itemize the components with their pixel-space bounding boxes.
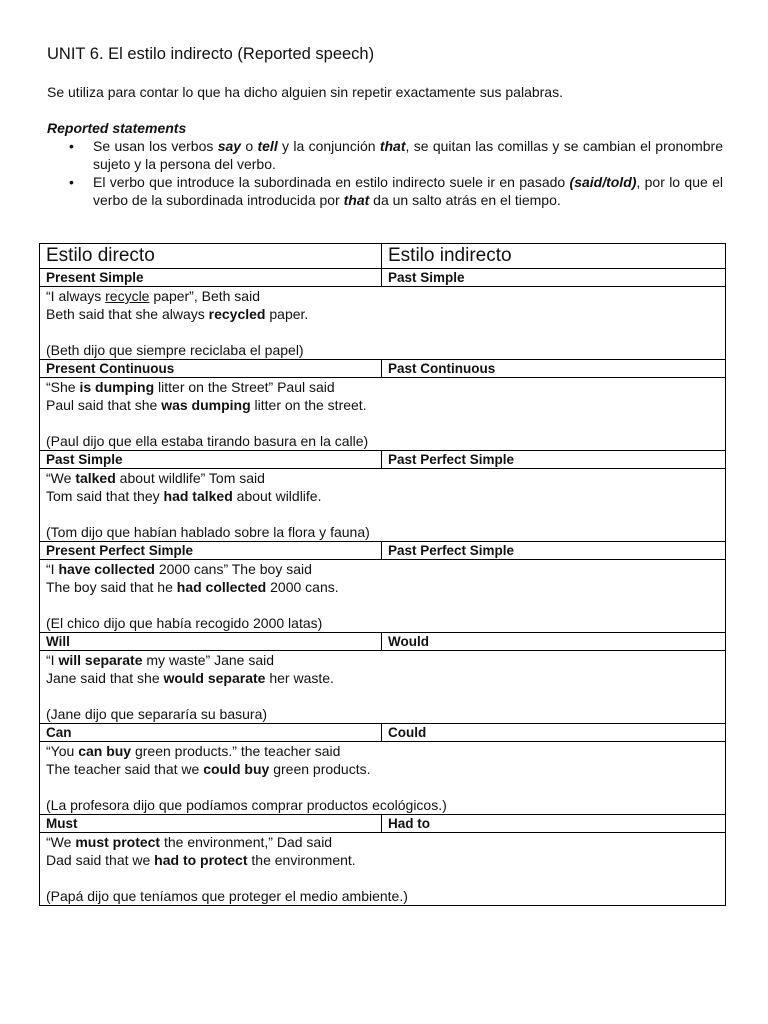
tense-row xyxy=(40,815,726,833)
spanish-translation: (Jane dijo que separaría su basura) xyxy=(46,706,268,722)
reported-text: 2000 cans. xyxy=(266,579,339,595)
quote-text: about wildlife” Tom said xyxy=(115,470,265,486)
quote-text: “She xyxy=(46,379,80,395)
rule-keyword: tell xyxy=(257,138,278,154)
direct-tense: Must xyxy=(40,815,382,833)
tense-row xyxy=(40,269,726,287)
spacer xyxy=(46,869,725,887)
spanish-translation: (Papá dijo que teníamos que proteger el medio ambiente.) xyxy=(46,888,408,904)
indirect-tense: Could xyxy=(382,724,726,742)
quote-text: “You xyxy=(46,743,79,759)
reported-sentence xyxy=(46,487,725,505)
indirect-tense: Past Perfect Simple xyxy=(382,451,726,469)
reported-statements-heading: Reported statements xyxy=(47,120,187,136)
rule-text: o xyxy=(241,138,258,154)
reported-text: about wildlife. xyxy=(232,488,322,504)
example-cell xyxy=(40,560,726,633)
rule-text: da un salto atrás en el tiempo. xyxy=(369,192,561,208)
quote-text: my waste” Jane said xyxy=(142,652,274,668)
example-row xyxy=(40,833,726,906)
direct-tense: Present Continuous xyxy=(40,360,382,378)
direct-tense: Present Simple xyxy=(40,269,382,287)
rule-text: , por lo que el verbo de la subordinada introducida por xyxy=(93,174,723,208)
rules-list xyxy=(47,137,723,209)
direct-quote xyxy=(46,742,725,760)
direct-quote xyxy=(46,651,725,669)
reported-sentence xyxy=(46,669,725,687)
quote-text: litter on the Street” Paul said xyxy=(154,379,335,395)
reported-text: Dad said that we xyxy=(46,852,155,868)
direct-tense: Can xyxy=(40,724,382,742)
example-cell xyxy=(40,287,726,360)
quote-verb: will separate xyxy=(58,652,143,668)
rule-text: El verbo que introduce la subordinada en estilo indirecto suele ir en pasado xyxy=(93,174,570,190)
reported-text: Jane said that she xyxy=(46,670,164,686)
indirect-tense: Had to xyxy=(382,815,726,833)
spacer xyxy=(46,505,725,523)
rule-keyword: (said/told) xyxy=(569,174,637,190)
reported-text: the environment. xyxy=(247,852,356,868)
example-cell xyxy=(40,378,726,451)
spanish-translation: (El chico dijo que había recogido 2000 latas) xyxy=(46,615,323,631)
example-cell xyxy=(40,651,726,724)
indirect-tense: Past Simple xyxy=(382,269,726,287)
direct-tense: Past Simple xyxy=(40,451,382,469)
tense-row xyxy=(40,633,726,651)
rule-keyword: that xyxy=(379,138,406,154)
example-row xyxy=(40,469,726,542)
quote-underlined: recycle xyxy=(105,288,150,304)
reported-verb: had to protect xyxy=(154,852,248,868)
rule-keyword: that xyxy=(343,192,370,208)
example-row xyxy=(40,287,726,360)
quote-verb: is dumping xyxy=(79,379,155,395)
spanish-translation: (La profesora dijo que podíamos comprar productos ecológicos.) xyxy=(46,797,447,813)
quote-text: 2000 cans” The boy said xyxy=(154,561,312,577)
quote-verb: talked xyxy=(75,470,116,486)
spacer xyxy=(46,323,725,341)
indirect-tense: Would xyxy=(382,633,726,651)
direct-quote xyxy=(46,560,725,578)
example-cell xyxy=(40,742,726,815)
example-cell xyxy=(40,833,726,906)
bullet-icon: • xyxy=(69,138,74,154)
rule-text: , se quitan las comillas y se cambian el pronombre sujeto y la persona del verbo. xyxy=(93,138,723,172)
reported-text: The teacher said that we xyxy=(46,761,204,777)
quote-text: “I xyxy=(46,561,59,577)
reported-verb: would separate xyxy=(163,670,266,686)
spanish-translation: (Tom dijo que habían hablado sobre la flora y fauna) xyxy=(46,524,370,540)
quote-text: “We xyxy=(46,470,76,486)
rule-keyword: say xyxy=(217,138,242,154)
direct-tense: Will xyxy=(40,633,382,651)
quote-verb: have collected xyxy=(58,561,155,577)
reported-speech-table xyxy=(39,243,726,906)
indirect-tense: Past Perfect Simple xyxy=(382,542,726,560)
spanish-translation: (Paul dijo que ella estaba tirando basura en la calle) xyxy=(46,433,369,449)
reported-verb: could buy xyxy=(203,761,270,777)
reported-sentence xyxy=(46,760,725,778)
quote-verb: must protect xyxy=(75,834,161,850)
reported-text: paper. xyxy=(265,306,309,322)
reported-text: litter on the street. xyxy=(250,397,367,413)
spacer xyxy=(46,687,725,705)
quote-text: the environment,” Dad said xyxy=(160,834,333,850)
quote-text: paper”, Beth said xyxy=(149,288,260,304)
rule-item-1 xyxy=(47,137,723,173)
spacer xyxy=(46,778,725,796)
quote-text: green products.” the teacher said xyxy=(131,743,341,759)
direct-quote xyxy=(46,378,725,396)
reported-text: Paul said that she xyxy=(46,397,162,413)
spacer xyxy=(46,596,725,614)
example-row xyxy=(40,560,726,633)
tense-row xyxy=(40,360,726,378)
quote-text: “I xyxy=(46,652,59,668)
tense-row xyxy=(40,542,726,560)
reported-verb: had talked xyxy=(163,488,233,504)
reported-verb: recycled xyxy=(208,306,266,322)
rule-item-2 xyxy=(47,173,723,209)
spacer xyxy=(46,414,725,432)
direct-quote xyxy=(46,287,725,305)
rule-text: y la conjunción xyxy=(277,138,380,154)
bullet-icon: • xyxy=(69,174,74,190)
quote-text: “I always xyxy=(46,288,106,304)
indirect-tense: Past Continuous xyxy=(382,360,726,378)
table-body xyxy=(40,269,726,906)
reported-sentence xyxy=(46,396,725,414)
intro-paragraph: Se utiliza para contar lo que ha dicho alguien sin repetir exactamente sus palabras. xyxy=(47,84,563,100)
example-row xyxy=(40,651,726,724)
quote-verb: can buy xyxy=(78,743,132,759)
reported-text: green products. xyxy=(269,761,371,777)
tense-row xyxy=(40,451,726,469)
rule-text: Se usan los verbos xyxy=(93,138,218,154)
tense-row xyxy=(40,724,726,742)
unit-title: UNIT 6. El estilo indirecto (Reported speech) xyxy=(47,45,375,63)
direct-quote xyxy=(46,833,725,851)
direct-tense: Present Perfect Simple xyxy=(40,542,382,560)
reported-text: Beth said that she always xyxy=(46,306,209,322)
example-row xyxy=(40,742,726,815)
reported-text: her waste. xyxy=(265,670,334,686)
example-row xyxy=(40,378,726,451)
reported-text: Tom said that they xyxy=(46,488,164,504)
quote-text: “We xyxy=(46,834,76,850)
reported-sentence xyxy=(46,578,725,596)
reported-text: The boy said that he xyxy=(46,579,177,595)
reported-sentence xyxy=(46,851,725,869)
example-cell xyxy=(40,469,726,542)
header-indirect: Estilo indirecto xyxy=(382,244,726,269)
spanish-translation: (Beth dijo que siempre reciclaba el papel) xyxy=(46,342,304,358)
table-header-row xyxy=(40,244,726,269)
direct-quote xyxy=(46,469,725,487)
header-direct: Estilo directo xyxy=(40,244,382,269)
reported-verb: had collected xyxy=(176,579,267,595)
reported-verb: was dumping xyxy=(161,397,251,413)
reported-sentence xyxy=(46,305,725,323)
